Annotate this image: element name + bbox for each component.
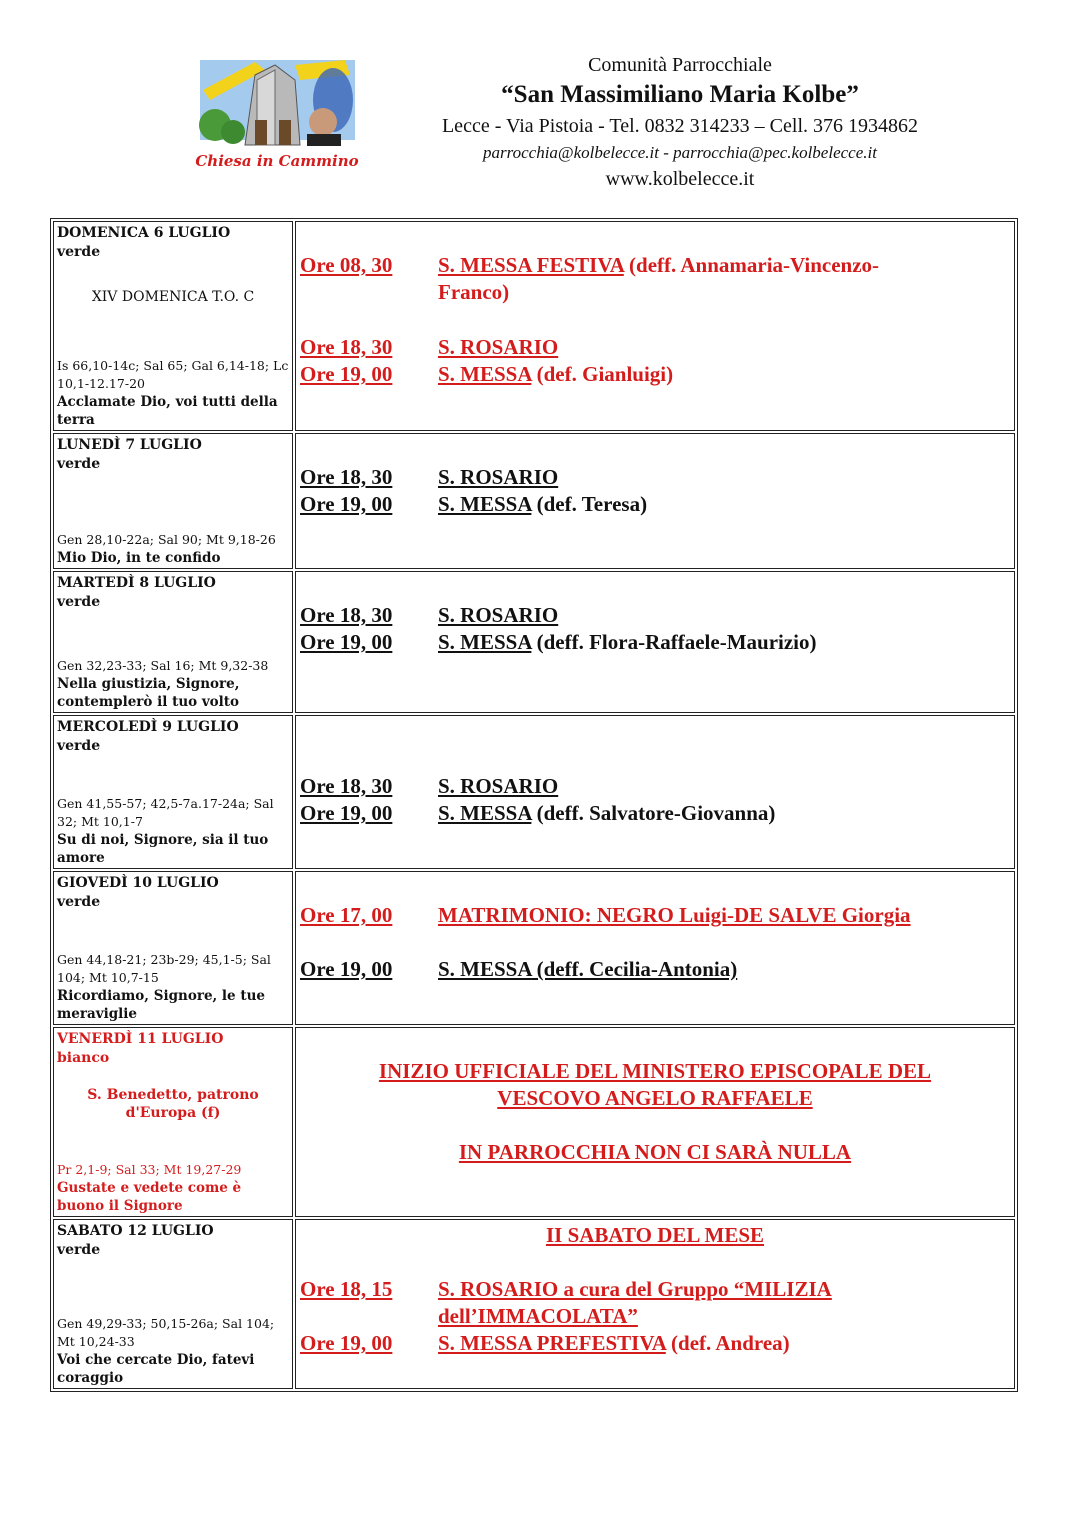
event-title: S. MESSA bbox=[438, 957, 532, 981]
event-title: S. MESSA bbox=[438, 801, 532, 825]
psalm-refrain: Nella giustizia, Signore, contemplerò il tuo volto bbox=[57, 676, 240, 710]
event-item bbox=[300, 629, 1008, 656]
day-label: MARTEDÌ 8 LUGLIO bbox=[57, 575, 216, 591]
event-time: Ore 19, 00 bbox=[300, 492, 393, 516]
event-item bbox=[300, 464, 1008, 491]
readings: Is 66,10-14c; Sal 65; Gal 6,14-18; Lc 10,1-12.17-20 bbox=[57, 358, 289, 391]
day-label: DOMENICA 6 LUGLIO bbox=[57, 225, 231, 241]
parish-address: Lecce - Via Pistoia - Tel. 0832 314233 – Cell. 376 1934862 bbox=[441, 115, 919, 137]
event-time: Ore 19, 00 bbox=[300, 801, 393, 825]
readings: Gen 41,55-57; 42,5-7a.17-24a; Sal 32; Mt 10,1-7 bbox=[57, 796, 274, 829]
table-row bbox=[53, 1219, 1015, 1389]
day-label: SABATO 12 LUGLIO bbox=[57, 1223, 214, 1239]
event-item bbox=[300, 1276, 1008, 1330]
event-detail-cont: Franco) bbox=[438, 280, 510, 304]
events-cell bbox=[295, 433, 1015, 569]
liturgical-color: verde bbox=[57, 594, 101, 610]
event-detail: (deff. Salvatore-Giovanna) bbox=[531, 801, 776, 825]
day-info-cell bbox=[53, 871, 293, 1025]
events-cell bbox=[295, 715, 1015, 869]
event-time: Ore 19, 00 bbox=[300, 630, 393, 654]
event-detail: (def. Andrea) bbox=[665, 1331, 790, 1355]
event-title: S. ROSARIO bbox=[438, 465, 559, 489]
readings: Pr 2,1-9; Sal 33; Mt 19,27-29 bbox=[57, 1162, 242, 1177]
event-title-cont: dell’IMMACOLATA” bbox=[438, 1304, 638, 1328]
event-item bbox=[300, 334, 1008, 361]
event-title: MATRIMONIO: NEGRO Luigi-DE SALVE Giorgia bbox=[438, 903, 911, 927]
day-info-cell bbox=[53, 1219, 293, 1389]
liturgical-color: bianco bbox=[57, 1050, 110, 1066]
notice-line: VESCOVO ANGELO RAFFAELE bbox=[497, 1086, 813, 1110]
event-item bbox=[300, 602, 1008, 629]
day-label: GIOVEDÌ 10 LUGLIO bbox=[57, 875, 219, 891]
event-detail: (deff. Annamaria-Vincenzo- bbox=[623, 253, 880, 277]
event-item bbox=[300, 902, 1008, 929]
psalm-refrain: Ricordiamo, Signore, le tue meraviglie bbox=[57, 988, 265, 1022]
psalm-refrain: Su di noi, Signore, sia il tuo amore bbox=[57, 832, 269, 866]
event-time: Ore 18, 30 bbox=[300, 774, 393, 798]
event-time: Ore 18, 30 bbox=[300, 603, 393, 627]
psalm-refrain: Mio Dio, in te confido bbox=[57, 550, 221, 566]
readings: Gen 49,29-33; 50,15-26a; Sal 104; Mt 10,24-33 bbox=[57, 1316, 275, 1349]
event-title: S. ROSARIO bbox=[438, 335, 559, 359]
event-time: Ore 18, 30 bbox=[300, 465, 393, 489]
day-label: VENERDÌ 11 LUGLIO bbox=[57, 1031, 224, 1047]
table-row bbox=[53, 571, 1015, 713]
liturgical-color: verde bbox=[57, 894, 101, 910]
community-label: Comunità Parrocchiale bbox=[588, 54, 772, 76]
feast-label: S. Benedetto, patrono d'Europa (f) bbox=[87, 1087, 259, 1121]
table-row bbox=[53, 1027, 1015, 1217]
event-item bbox=[300, 252, 1008, 306]
day-info-cell bbox=[53, 221, 293, 431]
parish-website[interactable]: www.kolbelecce.it bbox=[605, 168, 755, 190]
event-time: Ore 19, 00 bbox=[300, 1331, 393, 1355]
liturgical-color: verde bbox=[57, 456, 101, 472]
parish-emails[interactable]: parrocchia@kolbelecce.it - parrocchia@pec.kolbelecce.it bbox=[483, 143, 877, 162]
events-cell bbox=[295, 871, 1015, 1025]
liturgical-color: verde bbox=[57, 1242, 101, 1258]
event-detail: (def. Teresa) bbox=[531, 492, 648, 516]
table-row bbox=[53, 433, 1015, 569]
feast-label: XIV DOMENICA T.O. C bbox=[91, 289, 255, 305]
parish-logo bbox=[195, 50, 360, 175]
readings: Gen 44,18-21; 23b-29; 45,1-5; Sal 104; Mt 10,7-15 bbox=[57, 952, 271, 985]
events-cell bbox=[295, 1027, 1015, 1217]
event-title: S. MESSA bbox=[438, 630, 532, 654]
letterhead bbox=[0, 0, 1080, 210]
event-item bbox=[300, 773, 1008, 800]
parish-info bbox=[400, 52, 960, 192]
liturgical-color: verde bbox=[57, 244, 101, 260]
event-time: Ore 08, 30 bbox=[300, 253, 393, 277]
psalm-refrain: Acclamate Dio, voi tutti della terra bbox=[57, 394, 278, 428]
saturday-heading: II SABATO DEL MESE bbox=[545, 1223, 765, 1247]
liturgical-color: verde bbox=[57, 738, 101, 754]
day-info-cell bbox=[53, 1027, 293, 1217]
notice-line: INIZIO UFFICIALE DEL MINISTERO EPISCOPALE DEL bbox=[378, 1059, 932, 1083]
notice-line: IN PARROCCHIA NON CI SARÀ NULLA bbox=[458, 1140, 852, 1164]
event-title: S. ROSARIO a cura del Gruppo “MILIZIA bbox=[438, 1277, 832, 1301]
parish-name: “San Massimiliano Maria Kolbe” bbox=[501, 81, 859, 108]
weekly-schedule-table bbox=[50, 218, 1018, 1392]
event-title: S. MESSA FESTIVA bbox=[438, 253, 624, 277]
event-item bbox=[300, 1330, 1008, 1357]
event-title: S. MESSA PREFESTIVA bbox=[438, 1331, 666, 1355]
event-item bbox=[300, 800, 1008, 827]
events-cell bbox=[295, 571, 1015, 713]
event-detail: (deff. Flora-Raffaele-Maurizio) bbox=[531, 630, 817, 654]
day-info-cell bbox=[53, 433, 293, 569]
event-title: S. MESSA bbox=[438, 362, 532, 386]
event-time: Ore 17, 00 bbox=[300, 903, 393, 927]
event-time: Ore 19, 00 bbox=[300, 957, 393, 981]
event-title: S. ROSARIO bbox=[438, 603, 559, 627]
event-item bbox=[300, 491, 1008, 518]
readings: Gen 28,10-22a; Sal 90; Mt 9,18-26 bbox=[57, 532, 276, 547]
event-detail: (deff. Cecilia-Antonia) bbox=[531, 957, 738, 981]
day-info-cell bbox=[53, 571, 293, 713]
event-detail: (def. Gianluigi) bbox=[531, 362, 674, 386]
event-time: Ore 18, 30 bbox=[300, 335, 393, 359]
table-row bbox=[53, 221, 1015, 431]
psalm-refrain: Voi che cercate Dio, fatevi coraggio bbox=[57, 1352, 255, 1386]
table-row bbox=[53, 715, 1015, 869]
table-row bbox=[53, 871, 1015, 1025]
readings: Gen 32,23-33; Sal 16; Mt 9,32-38 bbox=[57, 658, 269, 673]
event-item bbox=[300, 361, 1008, 388]
event-item bbox=[300, 956, 1008, 983]
events-cell bbox=[295, 221, 1015, 431]
day-label: LUNEDÌ 7 LUGLIO bbox=[57, 437, 202, 453]
event-time: Ore 19, 00 bbox=[300, 362, 393, 386]
svg-text:Chiesa in Cammino: Chiesa in Cammino bbox=[195, 152, 359, 170]
events-cell bbox=[295, 1219, 1015, 1389]
psalm-refrain: Gustate e vedete come è buono il Signore bbox=[57, 1180, 242, 1214]
day-info-cell bbox=[53, 715, 293, 869]
day-label: MERCOLEDÌ 9 LUGLIO bbox=[57, 719, 239, 735]
event-title: S. ROSARIO bbox=[438, 774, 559, 798]
event-time: Ore 18, 15 bbox=[300, 1277, 393, 1301]
event-title: S. MESSA bbox=[438, 492, 532, 516]
